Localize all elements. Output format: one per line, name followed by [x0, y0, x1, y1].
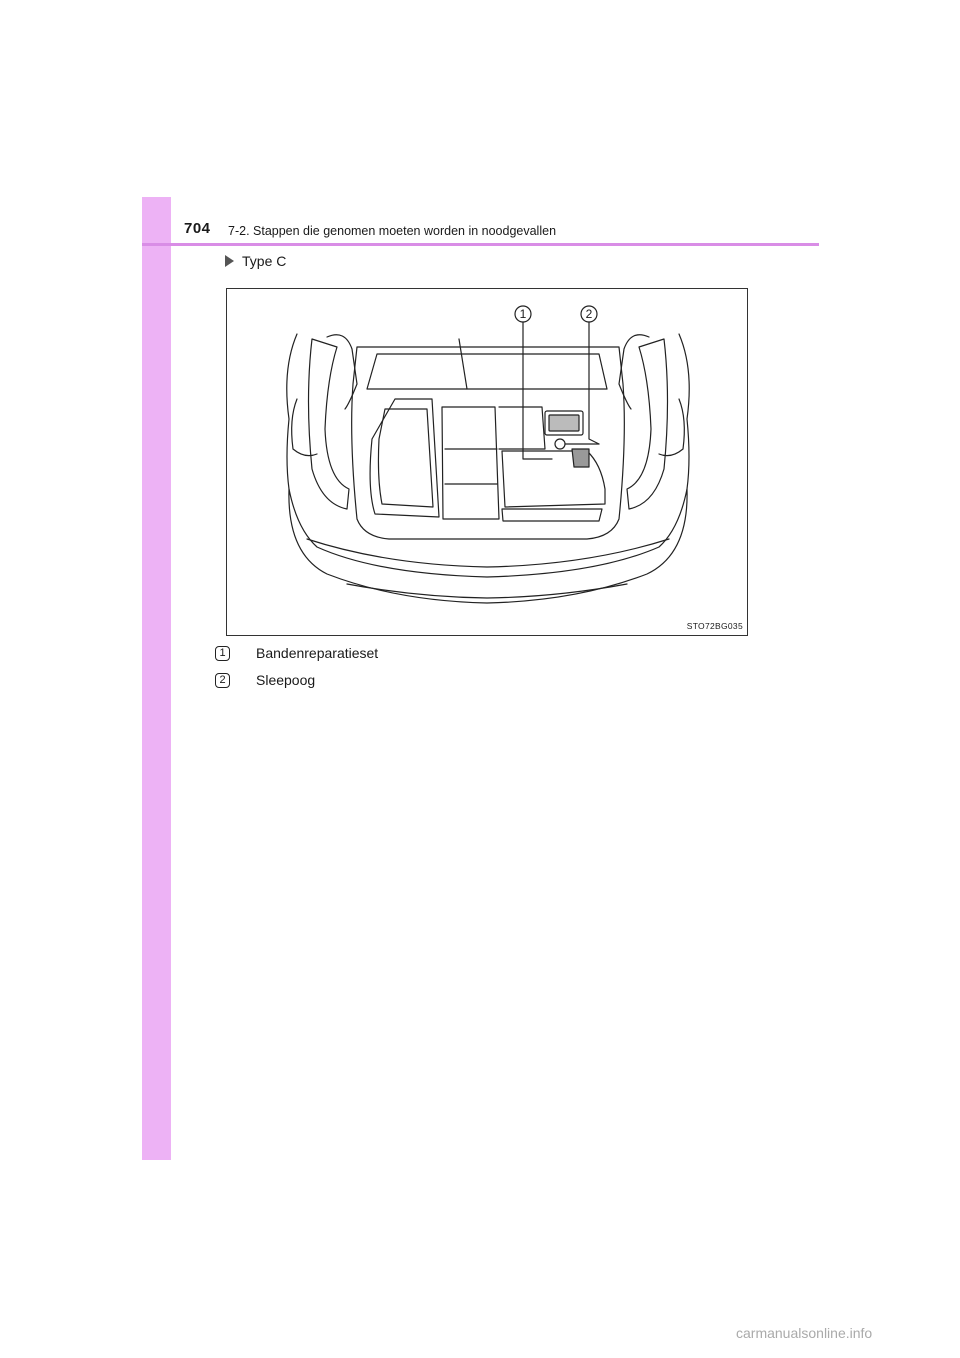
legend-item [215, 672, 315, 688]
page-number: 704 [184, 220, 211, 237]
type-heading [225, 253, 286, 269]
triangle-bullet-icon [225, 255, 234, 267]
trunk-illustration [226, 288, 748, 636]
legend-number-1: 1 [215, 646, 230, 661]
side-tab [142, 197, 171, 1160]
callout-2: 2 [585, 307, 593, 321]
legend-item [215, 645, 378, 661]
watermark: carmanualsonline.info [736, 1325, 873, 1341]
figure-code: STO72BG035 [686, 621, 743, 631]
legend-text-2: Sleepoog [256, 672, 316, 688]
legend-text-1: Bandenreparatieset [256, 645, 379, 661]
header-rule [142, 243, 819, 246]
legend-number-2: 2 [215, 673, 230, 688]
car-trunk-drawing [227, 289, 749, 637]
type-label: Type C [242, 253, 287, 269]
callout-1: 1 [519, 307, 527, 321]
section-title: 7-2. Stappen die genomen moeten worden in noodgevallen [228, 224, 557, 238]
